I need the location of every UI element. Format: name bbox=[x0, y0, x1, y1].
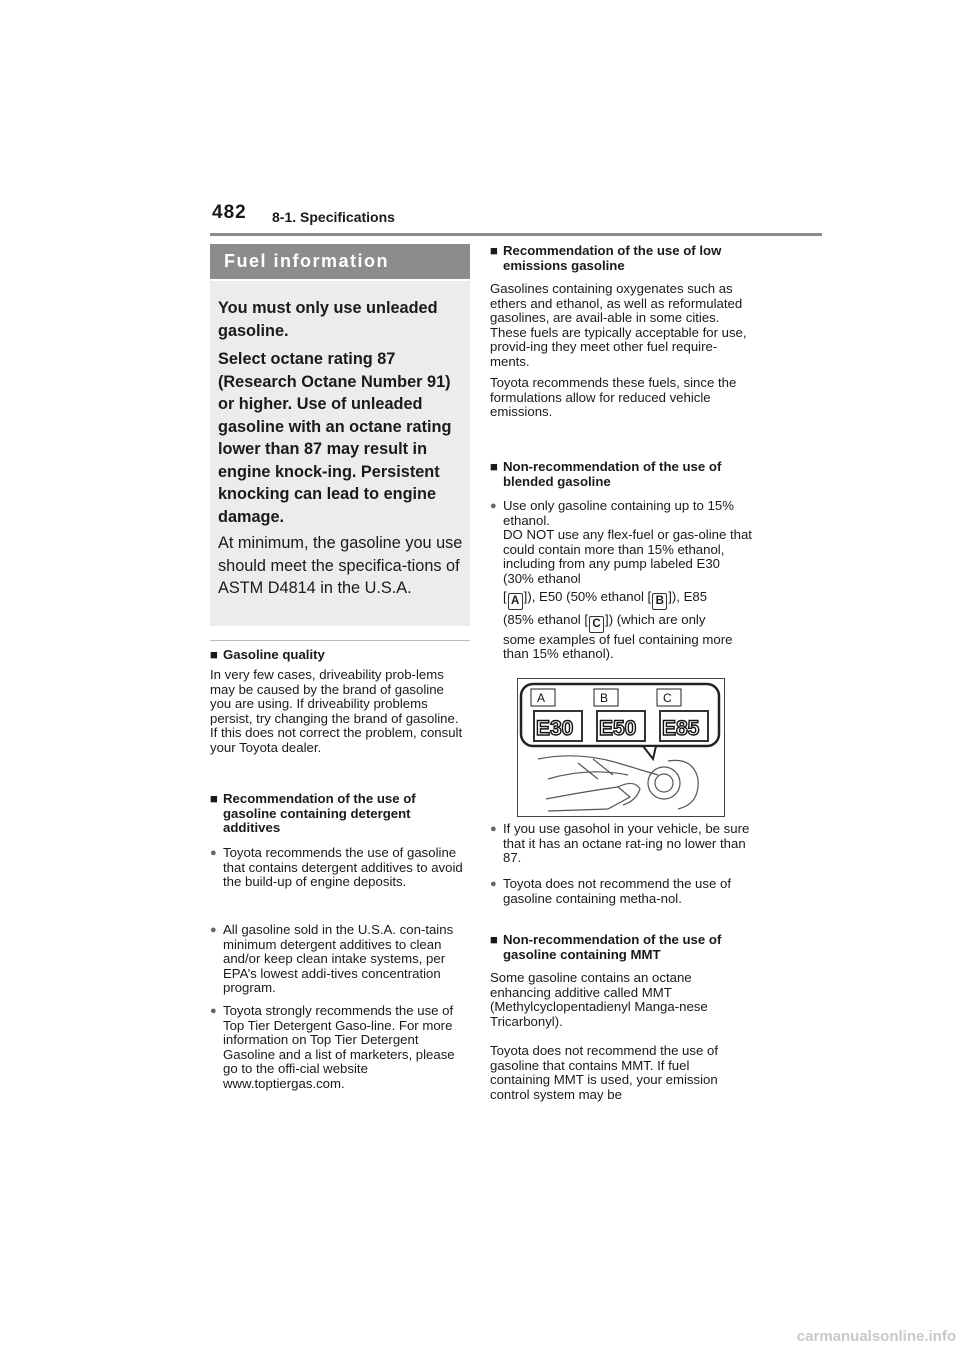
figure-label-c: C bbox=[663, 691, 672, 705]
section-title: 8-1. Specifications bbox=[272, 209, 395, 225]
header-divider bbox=[210, 233, 822, 236]
blended-bullet-1 bbox=[503, 499, 753, 662]
blended-ethanol-limit: Use only gasoline containing up to 15% ethanol. bbox=[503, 498, 734, 528]
notice-astm: At minimum, the gasoline you use should meet the specifica-tions of ASTM D4814 in the U.S.A. bbox=[218, 534, 463, 597]
bullet-icon: ● bbox=[490, 878, 497, 890]
notice-box bbox=[210, 281, 470, 626]
figure-label-a: A bbox=[537, 691, 546, 705]
label-b-box: B bbox=[652, 593, 667, 610]
notice-unleaded: You must only use unleaded gasoline. bbox=[218, 299, 438, 340]
label-a-box: A bbox=[508, 593, 523, 610]
fuel-pump-illustration bbox=[518, 679, 724, 816]
blended-e50-line: [ A ]), E50 (50% ethanol [ B ]), E85 bbox=[503, 590, 753, 610]
detergent-bullet-1: Toyota recommends the use of gasoline that contains detergent additives to avoid the build-up of engine deposits. bbox=[223, 845, 463, 890]
notice-divider bbox=[210, 640, 470, 641]
gasohol-bullet: If you use gasohol in your vehicle, be sure that it has an octane rat-ing no lower than 87. bbox=[503, 821, 750, 866]
mmt-text-1: Some gasoline contains an octane enhancing additive called MMT (Methylcyclopentadienyl Manga-nese Tricarbonyl). bbox=[490, 970, 708, 1029]
mmt-text-2: Toyota does not recommend the use of gasoline that contains MMT. If fuel containing MMT is used, your emission control system may be bbox=[490, 1043, 718, 1102]
watermark: carmanualsonline.info bbox=[796, 1328, 956, 1345]
blended-warning: DO NOT use any flex-fuel or gas-oline that could contain more than 15% ethanol, including from any pump labeled E30 (30% ethanol bbox=[503, 527, 752, 586]
bullet-icon: ● bbox=[210, 847, 217, 859]
fuel-information-title-bar bbox=[210, 244, 470, 279]
heading-square-icon: ■ bbox=[210, 647, 218, 662]
detergent-bullet-2: All gasoline sold in the U.S.A. con-tains minimum detergent additives to clean and/or keep clean intake systems, per EPA’s lowest addi-tives concentration program. bbox=[223, 922, 454, 996]
bullet-icon: ● bbox=[210, 1005, 217, 1017]
low-emissions-text-1: Gasolines containing oxygenates such as ethers and ethanol, as well as reformulated gasolines, are avail-able in some cities. These fuels are typically acceptable for use, provid-ing they meet other fuel require-ments. bbox=[490, 281, 747, 369]
pump-label-e50: E50 bbox=[599, 717, 637, 740]
blended-gasoline-heading: ■ Non-recommendation of the use of blended gasoline bbox=[490, 459, 722, 489]
detergent-bullet-3: Toyota strongly recommends the use of Top Tier Detergent Gaso-line. For more information on Top Tier Detergent Gasoline and a list of marketers, please go to the offi-cial website www.toptiergas.com. bbox=[223, 1003, 455, 1091]
page-number: 482 bbox=[212, 202, 247, 223]
pump-label-e30: E30 bbox=[536, 717, 574, 740]
gasoline-quality-heading: ■ Gasoline quality bbox=[210, 647, 325, 662]
bullet-icon: ● bbox=[210, 924, 217, 936]
low-emissions-text-2: Toyota recommends these fuels, since the formulations allow for reduced vehicle emissions. bbox=[490, 375, 737, 420]
bullet-icon: ● bbox=[490, 823, 497, 835]
fuel-information-title: Fuel information bbox=[224, 251, 389, 271]
heading-square-icon: ■ bbox=[490, 243, 498, 258]
mmt-heading: ■ Non-recommendation of the use of gasoline containing MMT bbox=[490, 932, 722, 962]
methanol-bullet: Toyota does not recommend the use of gasoline containing metha-nol. bbox=[503, 876, 731, 906]
blended-e85-line: (85% ethanol [ C ]) (which are only bbox=[503, 613, 753, 633]
heading-square-icon: ■ bbox=[490, 932, 498, 947]
heading-square-icon: ■ bbox=[490, 459, 498, 474]
pump-label-e85: E85 bbox=[662, 717, 700, 740]
blended-examples: some examples of fuel containing more than 15% ethanol). bbox=[503, 631, 733, 662]
figure-label-b: B bbox=[600, 691, 609, 705]
low-emissions-heading: ■ Recommendation of the use of low emissions gasoline bbox=[490, 243, 722, 273]
gasoline-quality-text: In very few cases, driveability prob-lems may be caused by the brand of gasoline you are using. If driveability problems persist, try changing the brand of gasoline. If this does not correct the problem, consult your Toyota dealer. bbox=[210, 667, 463, 755]
label-c-box: C bbox=[589, 616, 604, 633]
bullet-icon: ● bbox=[490, 500, 497, 512]
detergent-heading: ■ Recommendation of the use of gasoline containing detergent additives bbox=[210, 791, 416, 836]
fuel-pump-figure bbox=[517, 678, 725, 817]
notice-octane: Select octane rating 87 (Research Octane Number 91) or higher. Use of unleaded gasoline with an octane rating lower than 87 may result in engine knock-ing. Persistent knocking can lead to engine damage. bbox=[218, 350, 452, 526]
heading-square-icon: ■ bbox=[210, 791, 218, 806]
